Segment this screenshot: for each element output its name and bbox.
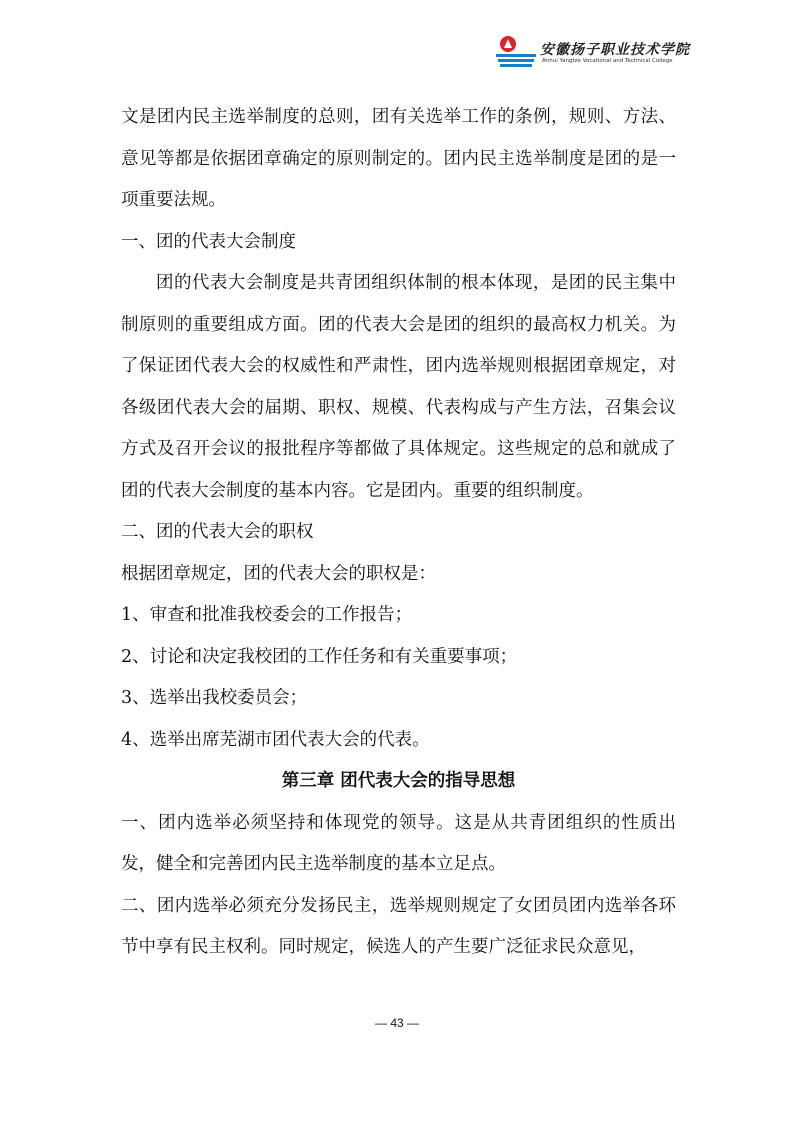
list-item: 3、选举出我校委员会；	[121, 688, 308, 708]
page-number: — 43 —	[374, 1016, 419, 1030]
paragraph: 根据团章规定，团的代表大会的职权是：	[121, 563, 436, 584]
paragraph: 文是团内民主选举制度的总则，团有关选举工作的条例，规则、方法、意见等都是依据团章确定的原则制定的。团内民主选举制度是团的是一项重要法规。	[121, 107, 676, 210]
page-header	[494, 34, 690, 70]
section-heading: 二、团的代表大会的职权	[121, 522, 314, 542]
college-name-cn: 安徽扬子职业技术学院	[540, 42, 690, 58]
list-item: 1、审查和批准我校委会的工作报告；	[121, 605, 413, 625]
paragraph: 二、团内选举必须充分发扬民主，选举规则规定了女团员团内选举各环节中享有民主权利。同时规定，候选人的产生要广泛征求民众意见，	[121, 895, 676, 957]
college-logo-icon	[494, 34, 540, 68]
college-name-en: Anhui Yangtze Vocational and Technical College	[542, 58, 673, 64]
paragraph: 一、团内选举必须坚持和体现党的领导。这是从共青团组织的性质出发，健全和完善团内民主选举制度的基本立足点。	[121, 812, 676, 874]
list-item: 4、选举出席芜湖市团代表大会的代表。	[121, 729, 430, 750]
chapter-title: 第三章 团代表大会的指导思想	[281, 771, 516, 791]
document-body	[121, 97, 676, 969]
list-item: 2、讨论和决定我校团的工作任务和有关重要事项；	[121, 646, 518, 667]
section-heading: 一、团的代表大会制度	[121, 231, 296, 252]
paragraph: 团的代表大会制度是共青团组织体制的根本体现，是团的民主集中制原则的重要组成方面。团的代表大会是团的组织的最高权力机关。为了保证团代表大会的权威性和严肃性，团内选举规则根据团章规定，对各级团代表大会的届期、职权、规模、代表构成与产生方法，召集会议方式及召开会议的报批程序等都做了具体规定。这些规定的总和就成了团的代表大会制度的基本内容。它是团内。重要的组织制度。	[121, 273, 676, 501]
